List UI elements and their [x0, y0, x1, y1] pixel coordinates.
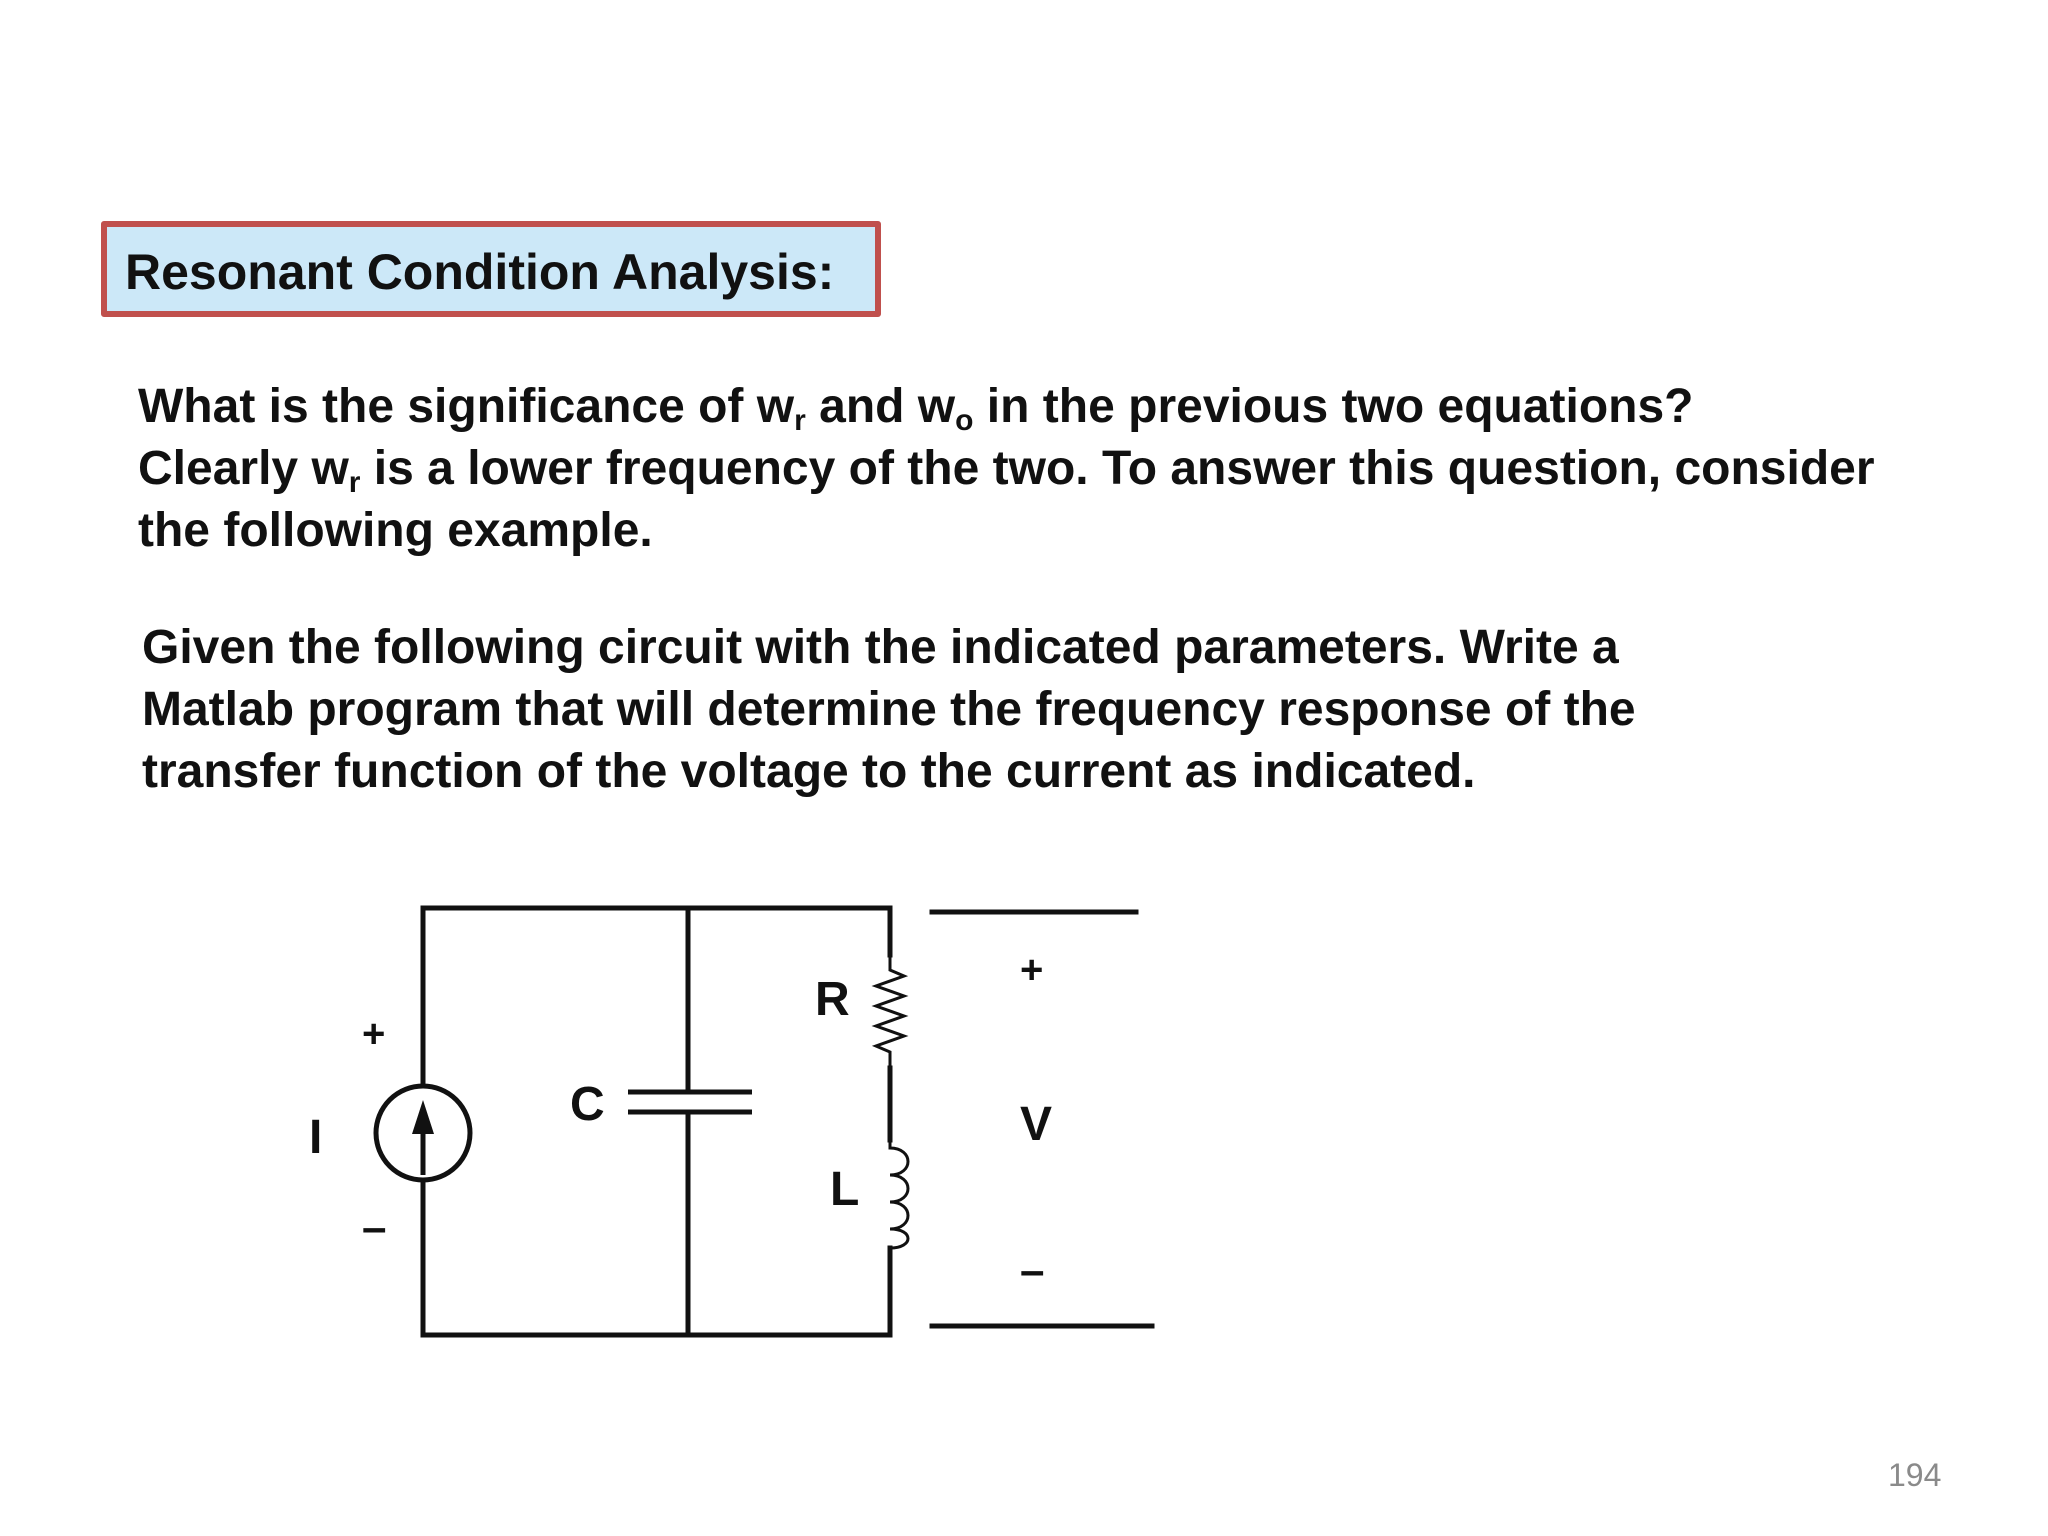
inductor-label: L — [830, 1163, 860, 1216]
resistor-label: R — [815, 973, 850, 1026]
question-line-2: Clearly $w_r$ is a lower frequency of the two. To answer this question, consider — [138, 442, 1875, 499]
task-line-1: Given the following circuit with the indicated parameters. Write a — [142, 621, 1619, 674]
output-plus-label: + — [1020, 948, 1044, 992]
source-label: I — [309, 1111, 323, 1164]
output-minus-label: – — [1020, 1246, 1045, 1295]
question-line-3: the following example. — [138, 504, 653, 557]
output-voltage-label: V — [1020, 1098, 1053, 1151]
task-line-3: transfer function of the voltage to the current as indicated. — [142, 745, 1476, 798]
source-minus-label: – — [362, 1203, 387, 1252]
task-line-2: Matlab program that will determine the frequency response of the — [142, 683, 1636, 736]
capacitor-icon — [628, 1092, 752, 1112]
source-plus-label: + — [362, 1012, 386, 1056]
page-number: 194 — [1888, 1457, 1942, 1493]
resistor-icon — [876, 955, 904, 1068]
capacitor-label: C — [570, 1078, 605, 1131]
question-line-1: What is the significance of $w_r$ and $w_o$ in the previous two equations? — [138, 380, 1694, 437]
current-source-icon — [376, 1086, 470, 1180]
bottom-wire — [423, 1180, 890, 1335]
slide-title: Resonant Condition Analysis: — [125, 244, 835, 300]
inductor-icon — [890, 1140, 908, 1248]
